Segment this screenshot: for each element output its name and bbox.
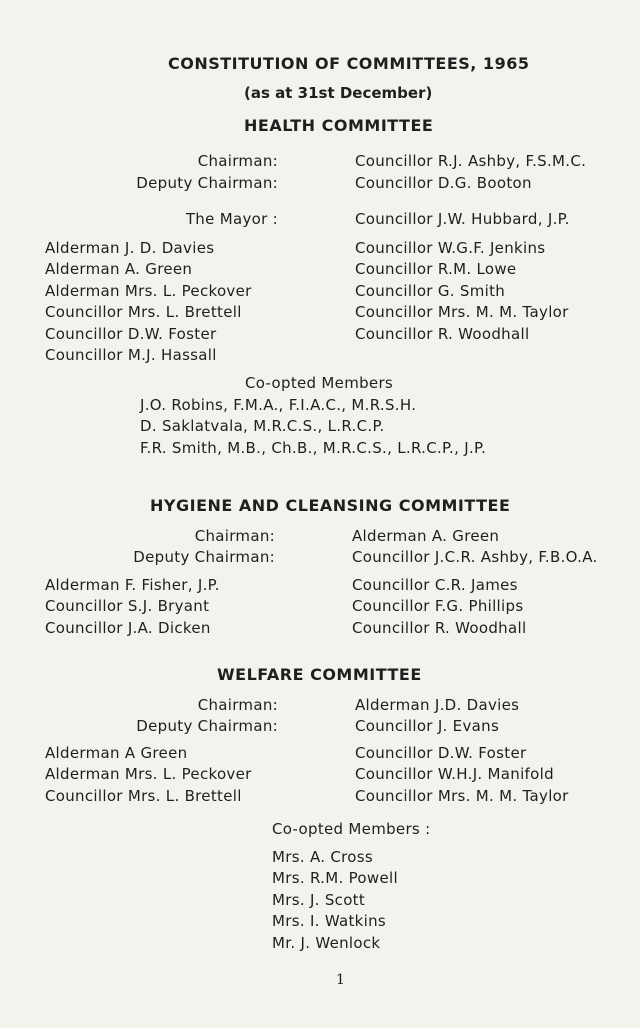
coopted-member: Mrs. J. Scott <box>272 890 366 909</box>
coopted-member: Mrs. I. Watkins <box>272 912 387 931</box>
member-name: Councillor R.M. Lowe <box>355 260 517 279</box>
member-name: Alderman Mrs. L. Peckover <box>45 765 252 784</box>
welfare-deputy-label: Deputy Chairman: <box>136 717 278 735</box>
health-mayor-label: The Mayor : <box>185 210 278 228</box>
welfare-members-left <box>45 746 252 810</box>
member-name: Councillor Mrs. M. M. Taylor <box>355 786 569 805</box>
member-name: Councillor R. Woodhall <box>355 324 530 343</box>
page-number: 1 <box>336 972 345 988</box>
health-deputy-label: Deputy Chairman: <box>136 174 278 192</box>
member-name: Councillor D.W. Foster <box>45 324 217 343</box>
coopted-member: J.O. Robins, F.M.A., F.I.A.C., M.R.S.H. <box>140 396 417 414</box>
member-name: Councillor G. Smith <box>355 281 506 300</box>
member-name: Councillor F.G. Phillips <box>352 597 524 616</box>
welfare-coopted-list <box>272 850 398 957</box>
hygiene-deputy: Councillor J.C.R. Ashby, F.B.O.A. <box>352 548 598 566</box>
hygiene-deputy-label: Deputy Chairman: <box>133 548 275 566</box>
member-name: Alderman A Green <box>45 744 188 762</box>
hygiene-committee-heading: HYGIENE AND CLEANSING COMMITTEE <box>150 496 511 515</box>
member-name: Alderman J. D. Davies <box>45 239 215 257</box>
hygiene-chairman-label: Chairman: <box>194 527 275 545</box>
coopted-member: Mr. J. Wenlock <box>272 933 381 952</box>
hygiene-members-left <box>45 578 220 642</box>
health-deputy: Councillor D.G. Booton <box>355 174 532 192</box>
welfare-chairman-label: Chairman: <box>197 696 278 714</box>
member-name: Councillor R. Woodhall <box>352 618 527 637</box>
document-title: CONSTITUTION OF COMMITTEES, 1965 <box>168 54 530 73</box>
welfare-deputy: Councillor J. Evans <box>355 717 500 735</box>
health-members-left <box>45 241 252 369</box>
member-name: Alderman F. Fisher, J.P. <box>45 576 220 594</box>
hygiene-chairman: Alderman A. Green <box>352 527 500 545</box>
welfare-committee-heading: WELFARE COMMITTEE <box>217 665 422 684</box>
health-coopted-list <box>140 398 486 462</box>
health-committee-heading: HEALTH COMMITTEE <box>244 116 434 135</box>
health-chairman-label: Chairman: <box>197 152 278 170</box>
member-name: Councillor W.H.J. Manifold <box>355 765 554 784</box>
member-name: Councillor Mrs. L. Brettell <box>45 303 242 322</box>
member-name: Councillor Mrs. L. Brettell <box>45 786 242 805</box>
coopted-member: D. Saklatvala, M.R.C.S., L.R.C.P. <box>140 417 385 436</box>
coopted-member: Mrs. A. Cross <box>272 848 374 866</box>
member-name: Councillor Mrs. M. M. Taylor <box>355 303 569 322</box>
hygiene-members-right <box>352 578 526 642</box>
health-members-right <box>355 241 569 348</box>
welfare-coopted-label: Co-opted Members : <box>272 820 431 838</box>
health-coopted-label: Co-opted Members <box>245 374 394 392</box>
member-name: Councillor C.R. James <box>352 576 518 594</box>
health-mayor: Councillor J.W. Hubbard, J.P. <box>355 210 570 228</box>
welfare-chairman: Alderman J.D. Davies <box>355 696 520 714</box>
member-name: Alderman Mrs. L. Peckover <box>45 281 252 300</box>
welfare-members-right <box>355 746 569 810</box>
health-chairman: Councillor R.J. Ashby, F.S.M.C. <box>355 152 587 170</box>
document-subtitle: (as at 31st December) <box>244 84 433 102</box>
member-name: Councillor J.A. Dicken <box>45 618 211 637</box>
member-name: Councillor S.J. Bryant <box>45 597 210 616</box>
coopted-member: Mrs. R.M. Powell <box>272 869 398 888</box>
member-name: Councillor W.G.F. Jenkins <box>355 239 546 257</box>
member-name: Councillor M.J. Hassall <box>45 345 217 364</box>
member-name: Councillor D.W. Foster <box>355 744 527 762</box>
coopted-member: F.R. Smith, M.B., Ch.B., M.R.C.S., L.R.C.P., J.P. <box>140 438 487 457</box>
member-name: Alderman A. Green <box>45 260 193 279</box>
